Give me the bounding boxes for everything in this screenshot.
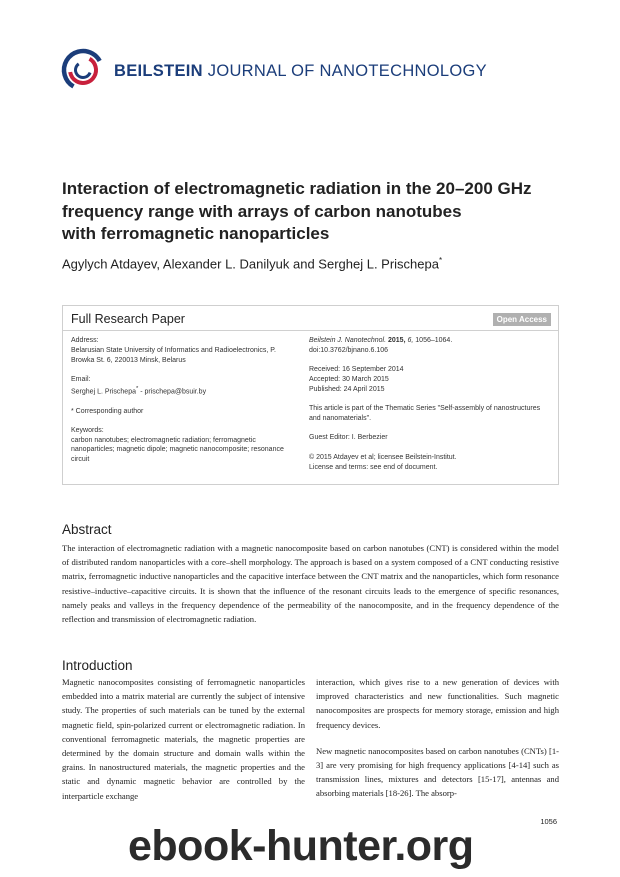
corresponding-mark: * — [438, 256, 443, 265]
citation-year: 2015, — [388, 337, 406, 344]
journal-logo-icon — [60, 47, 106, 93]
keywords-text: carbon nanotubes; electromagnetic radiation; ferromagnetic nanoparticles; magnetic dipole; magnetic nanocomposite; resonance circuit — [71, 436, 284, 464]
email-mark: * — [135, 385, 139, 392]
email-name: Serghej L. Prischepa — [71, 388, 136, 396]
open-access-badge: Open Access — [493, 313, 551, 326]
citation-volume: 6, — [407, 337, 414, 344]
page-number: 1056 — [540, 817, 557, 826]
email-link[interactable]: - prischepa@bsuir.by — [138, 388, 207, 396]
journal-subtitle: JOURNAL OF NANOTECHNOLOGY — [207, 62, 487, 80]
author-list — [62, 256, 442, 271]
title-line: Interaction of electromagnetic radiation in the 20–200 GHz — [62, 179, 532, 198]
introduction-left-column — [62, 675, 305, 815]
article-type: Full Research Paper — [71, 312, 185, 326]
thematic-series-note: This article is part of the Thematic Series "Self-assembly of nanostructures and nanomaterials". — [309, 405, 541, 422]
info-left-column — [71, 336, 301, 475]
info-right-column — [309, 336, 549, 482]
journal-brand: BEILSTEIN — [114, 62, 203, 80]
published-date: Published: 24 April 2015 — [309, 385, 385, 393]
copyright-text: © 2015 Atdayev et al; licensee Beilstein-Institut. — [309, 453, 457, 461]
citation-block — [309, 336, 549, 356]
info-box-divider — [63, 330, 558, 331]
keywords-label: Keywords: — [71, 426, 104, 434]
license-block — [309, 453, 549, 473]
address-block — [71, 336, 301, 365]
introduction-heading: Introduction — [62, 658, 133, 673]
article-title — [62, 178, 582, 246]
citation-pages: 1056–1064. — [415, 337, 453, 344]
address-label: Address: — [71, 337, 99, 344]
journal-name — [114, 62, 487, 81]
journal-header — [60, 47, 487, 97]
address-text: Belarusian State University of Informatics and Radioelectronics, P. Browka St. 6, 220013 Minsk, Belarus — [71, 346, 276, 364]
guest-editor: Guest Editor: I. Berbezier — [309, 434, 388, 442]
body-paragraph: Magnetic nanocomposites consisting of ferromagnetic nanoparticles embedded into a matrix material are currently the subject of intensive study. The properties of such materials can be tuned by the external magnetic field, spin-polarized current or electromagnetic radiation. In conventional ferromagnetic materials, the magnetic properties are determined by the domain structure and domain walls within the grains. In nanostructured materials, the magnetic properties and the static and dynamic magnetic behavior are controlled by the interparticle exchange — [62, 677, 305, 801]
accepted-date: Accepted: 30 March 2015 — [309, 375, 389, 383]
citation-journal: Beilstein J. Nanotechnol. — [309, 337, 387, 344]
title-line: with ferromagnetic nanoparticles — [62, 224, 330, 243]
abstract-heading: Abstract — [62, 522, 112, 537]
body-paragraph: interaction, which gives rise to a new generation of devices with improved characteristics and new functionalities. Such magnetic nanocomposites are prospects for memory storage, emission and high frequency devices. — [316, 677, 559, 730]
received-date: Received: 16 September 2014 — [309, 366, 404, 374]
dates-block — [309, 365, 549, 394]
doi-link[interactable]: doi:10.3762/bjnano.6.106 — [309, 346, 389, 354]
body-paragraph: New magnetic nanocomposites based on carbon nanotubes (CNTs) [1-3] are very promising for high frequency applications [4-14] such as transmission lines, mixtures and detectors [15-17], antennas and absorbing materials [18-26]. The absorp- — [316, 745, 559, 799]
corresponding-author-note: * Corresponding author — [71, 407, 144, 415]
title-line: frequency range with arrays of carbon nanotubes — [62, 201, 462, 221]
license-text: License and terms: see end of document. — [309, 463, 438, 471]
email-block — [71, 375, 301, 397]
abstract-text: The interaction of electromagnetic radiation with a magnetic nanocomposite based on carbon nanotubes (CNT) is considered within the model of distributed random nanoparticles with a core–shell morphology. The approach is based on a system composed of a CNT conducting resistive matrix, ferromagnetic inductive nanoparticles and the capacitive interface between the CNT matrix and the nanoparticles, which form resonance resistive–inductive–capacitive circuits. It is shown that the influence of the resonant circuits leads to the emergence of specific resonances, namely peaks and valleys in the frequency dependence of the permeability of the nanocomposite, and in the frequency dependence of the reflection and transmission of electromagnetic radiation. — [62, 543, 559, 625]
email-label: Email: — [71, 375, 91, 383]
introduction-right-column — [316, 675, 559, 813]
watermark: ebook-hunter.org — [128, 822, 474, 870]
article-info-box — [62, 305, 559, 485]
authors-text: Agylych Atdayev, Alexander L. Danilyuk and Serghej L. Prischepa — [62, 256, 439, 272]
keywords-block — [71, 426, 301, 465]
